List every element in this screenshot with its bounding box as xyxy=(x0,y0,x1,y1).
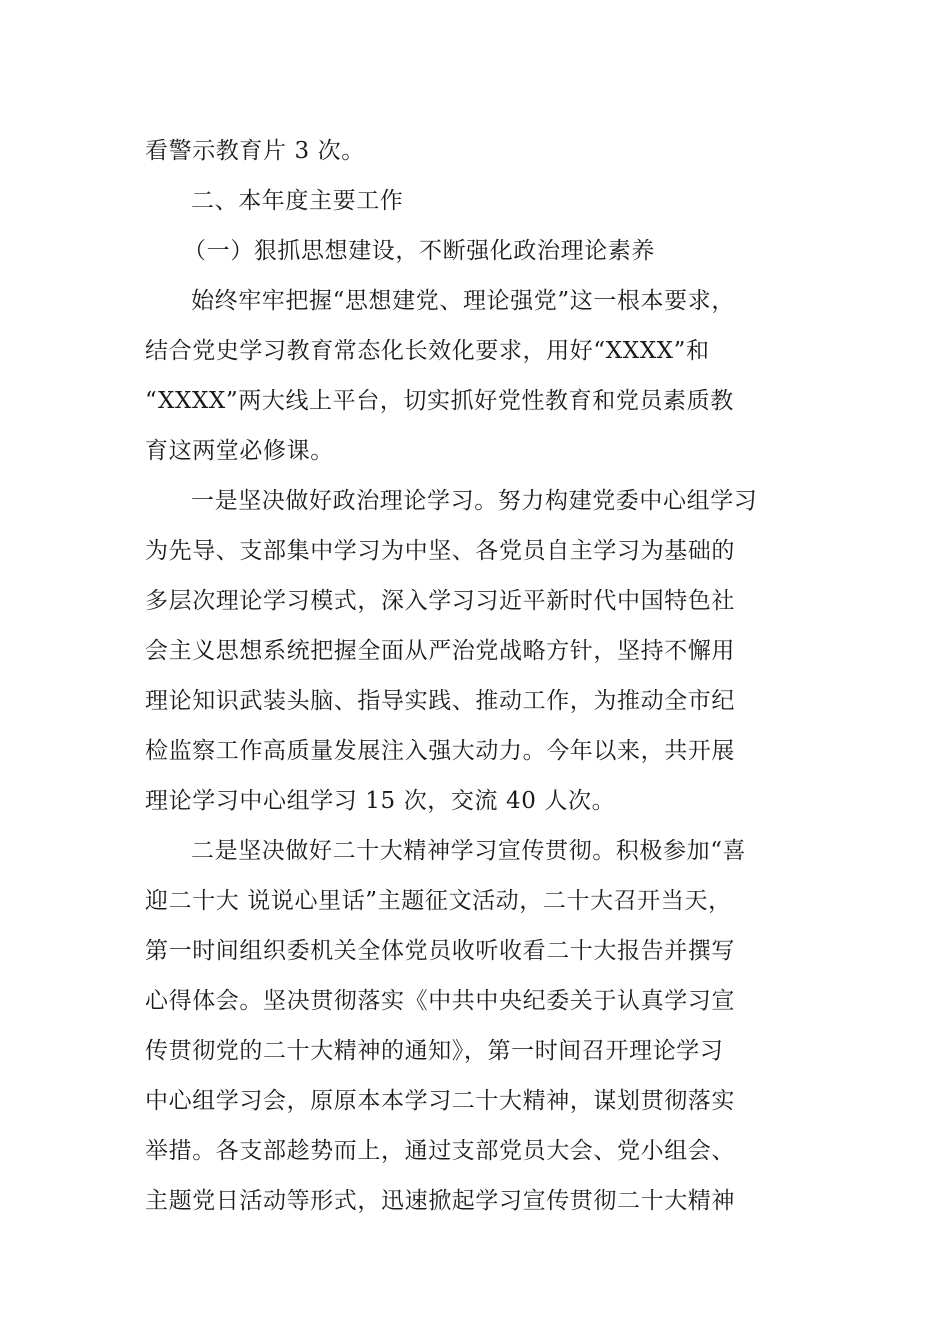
section-heading: 二、本年度主要工作 xyxy=(191,188,404,214)
paragraph-2-line: 为先导、支部集中学习为中坚、各党员自主学习为基础的 xyxy=(145,538,735,564)
paragraph-3-line: 迎二十大 说说心里话”主题征文活动，二十大召开当天， xyxy=(145,888,732,914)
paragraph-3-line: 举措。各支部趁势而上，通过支部党员大会、党小组会、 xyxy=(145,1138,735,1164)
subsection-heading: （一）狠抓思想建设，不断强化政治理论素养 xyxy=(183,238,655,264)
body-line-continuation: 看警示教育片 3 次。 xyxy=(145,138,365,164)
paragraph-2-line: 检监察工作高质量发展注入强大动力。今年以来，共开展 xyxy=(145,738,735,764)
paragraph-1-line: “XXXX”两大线上平台，切实抓好党性教育和党员素质教 xyxy=(145,388,734,414)
paragraph-3-line: 传贯彻党的二十大精神的通知》，第一时间召开理论学习 xyxy=(145,1038,724,1064)
paragraph-1-line: 育这两堂必修课。 xyxy=(145,438,334,464)
paragraph-3-line: 二是坚决做好二十大精神学习宣传贯彻。积极参加“喜 xyxy=(191,838,747,864)
paragraph-2-line: 理论知识武装头脑、指导实践、推动工作，为推动全市纪 xyxy=(145,688,735,714)
paragraph-1-line: 结合党史学习教育常态化长效化要求，用好“XXXX”和 xyxy=(145,338,710,364)
paragraph-3-line: 第一时间组织委机关全体党员收听收看二十大报告并撰写 xyxy=(145,938,735,964)
document-body xyxy=(145,126,807,1226)
paragraph-3-line: 心得体会。坚决贯彻落实《中共中央纪委关于认真学习宣 xyxy=(145,988,735,1014)
paragraph-3-line: 中心组学习会，原原本本学习二十大精神，谋划贯彻落实 xyxy=(145,1088,735,1114)
paragraph-2-line: 会主义思想系统把握全面从严治党战略方针，坚持不懈用 xyxy=(145,638,735,664)
paragraph-2-line: 理论学习中心组学习 15 次，交流 40 人次。 xyxy=(145,788,616,814)
paragraph-1-line: 始终牢牢把握“思想建党、理论强党”这一根本要求， xyxy=(191,288,735,314)
paragraph-3-line: 主题党日活动等形式，迅速掀起学习宣传贯彻二十大精神 xyxy=(145,1188,735,1214)
paragraph-2-line: 一是坚决做好政治理论学习。努力构建党委中心组学习 xyxy=(191,488,758,514)
paragraph-2-line: 多层次理论学习模式，深入学习习近平新时代中国特色社 xyxy=(145,588,735,614)
